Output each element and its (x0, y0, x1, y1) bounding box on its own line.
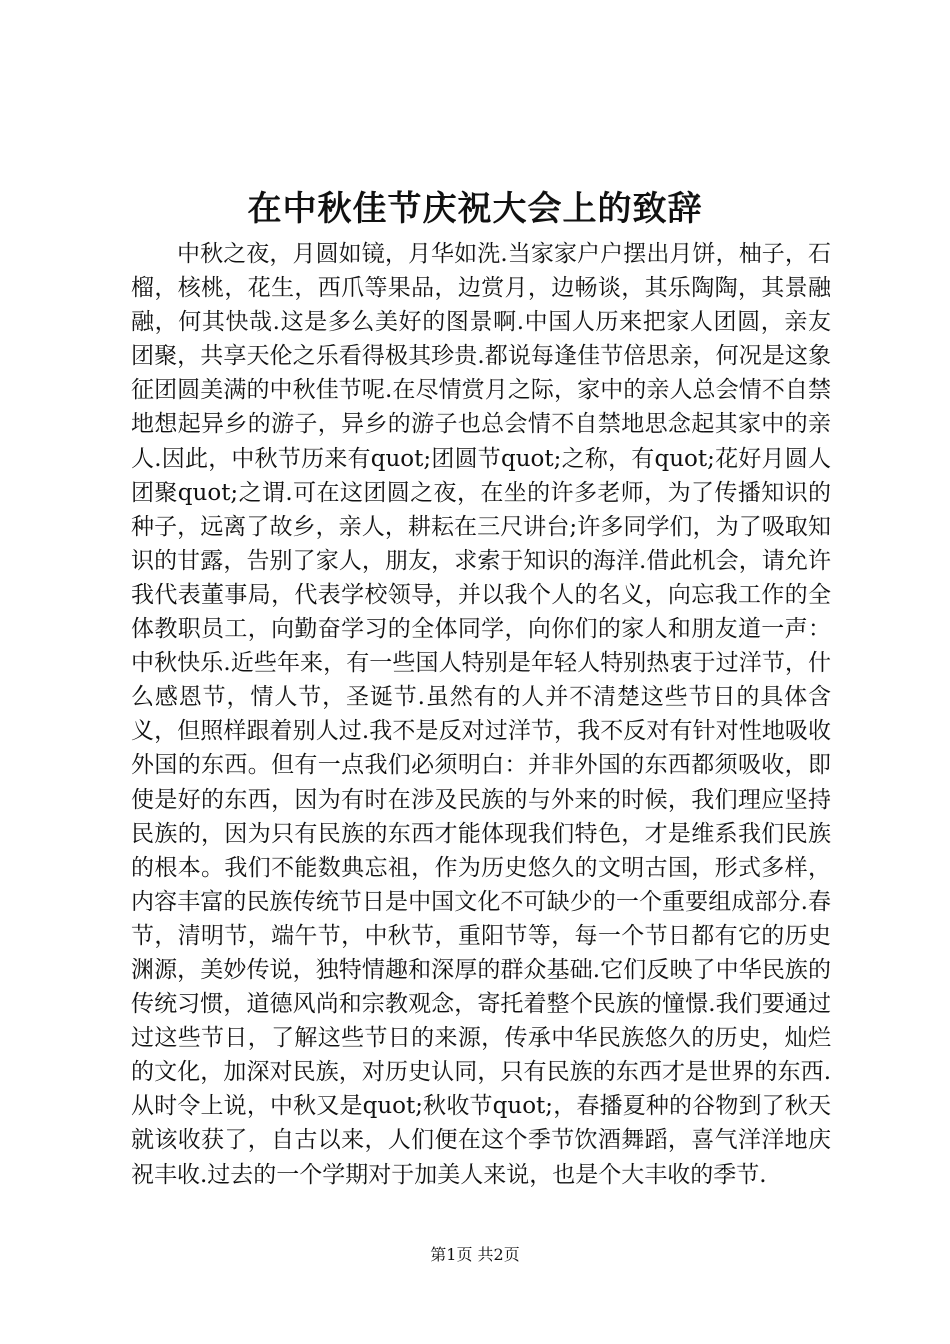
document-title: 在中秋佳节庆祝大会上的致辞 (247, 189, 703, 229)
page-number-footer: 第1页 共2页 (430, 1245, 520, 1264)
document-body-paragraph: 中秋之夜，月圆如镜，月华如洗.当家家户户摆出月饼，柚子，石榴，核桃，花生，西爪等果品，边赏月，边畅谈，其乐陶陶，其景融融，何其快哉.这是多么美好的图景啊.中国人历来把家人团圆，亲友团聚，共享天伦之乐看得极其珍贵.都说每逢佳节倍思亲，何况是这象征团圆美满的中秋佳节呢.在尽情赏月之际，家中的亲人总会情不自禁地想起异乡的游子，异乡的游子也总会情不自禁地思念起其家中的亲人.因此，中秋节历来有quot;团圆节quot;之称，有quot;花好月圆人团聚quot;之谓.可在这团圆之夜，在坐的许多老师，为了传播知识的种子，远离了故乡，亲人，耕耘在三尺讲台;许多同学们，为了吸取知识的甘露，告别了家人，朋友，求索于知识的海洋.借此机会，请允许我代表董事局，代表学校领导，并以我个人的名义，向忘我工作的全体教职员工，向勤奋学习的全体同学，向你们的家人和朋友道一声：中秋快乐.近些年来，有一些国人特别是年轻人特别热衷于过洋节，什么感恩节，情人节，圣诞节.虽然有的人并不清楚这些节日的具体含义，但照样跟着别人过.我不是反对过洋节，我不反对有针对性地吸收外国的东西。但有一点我们必须明白：并非外国的东西都须吸收，即使是好的东西，因为有时在涉及民族的与外来的时候，我们理应坚持民族的，因为只有民族的东西才能体现我们特色，才是维系我们民族的根本。我们不能数典忘祖，作为历史悠久的文明古国，形式多样，内容丰富的民族传统节日是中国文化不可缺少的一个重要组成部分.春节，清明节，端午节，中秋节，重阳节等，每一个节日都有它的历史渊源，美妙传说，独特情趣和深厚的群众基础.它们反映了中华民族的传统习惯，道德风尚和宗教观念，寄托着整个民族的憧憬.我们要通过过这些节日，了解这些节日的来源，传承中华民族悠久的历史，灿烂的文化，加深对民族，对历史认同，只有民族的东西才是世界的东西.从时令上说，中秋又是quot;秋收节quot;，春播夏种的谷物到了秋天就该收获了，自古以来，人们便在这个季节饮酒舞蹈，喜气洋洋地庆祝丰收.过去的一个学期对于加美人来说，也是个大丰收的季节. (131, 241, 831, 1188)
